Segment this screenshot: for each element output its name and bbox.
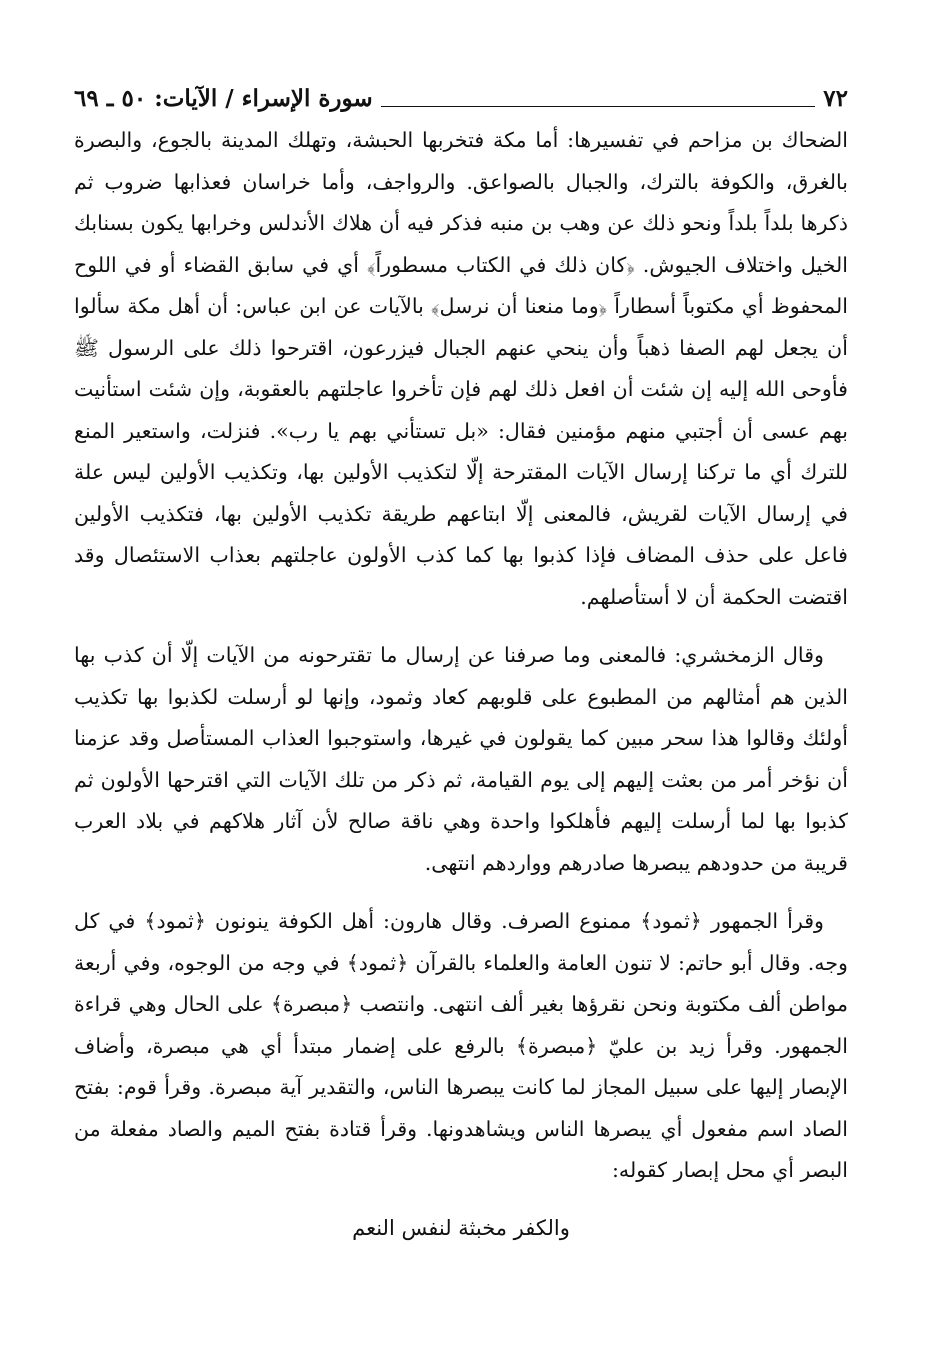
surah-title: سورة الإسراء / الآيات: ٥٠ ـ ٦٩ (74, 85, 373, 112)
header-rule (381, 106, 816, 107)
paragraph-2: وقال الزمخشري: فالمعنى وما صرفنا عن إرسال ما تقترحونه من الآيات إلّا أن كذب بها الذين هم أمثالهم من المطبوع على قلوبهم كعاد وثمود، وإنها لو أرسلت لكذبوا بها تكذيب أولئك وقالوا هذا سحر مبين كما يقولون في غيرها، واستوجبوا العذاب المستأصل وقد عزمنا أن نؤخر أمر من بعثت إليهم إلى يوم القيامة، ثم ذكر من تلك الآيات التي اقترحها الأولون ثم كذبوا بها لما أرسلت إليهم فأهلكوا واحدة وهي ناقة صالح لأن آثار هلاكهم في بلاد العرب قريبة من حدودهم يبصرها صادرهم وواردهم انتهى. (74, 643, 848, 875)
poetry-verse: والكفر مخبثة لنفس النعم (352, 1215, 570, 1240)
book-page (74, 78, 848, 1278)
running-head (74, 78, 848, 114)
paragraph-3: وقرأ الجمهور ﴿ثمود﴾ ممنوع الصرف. وقال هارون: أهل الكوفة ينونون ﴿ثمود﴾ في كل وجه. وقال أبو حاتم: لا تنون العامة والعلماء بالقرآن ﴿ثمود﴾ في وجه من الوجوه، وفي أربعة مواطن ألف مكتوبة ونحن نقرؤها بغير ألف انتهى. وانتصب ﴿مبصرة﴾ على الحال وهي قراءة الجمهور. وقرأ زيد بن عليّ ﴿مبصرة﴾ بالرفع على إضمار مبتدأ أي هي مبصرة، وأضاف الإبصار إليها على سبيل المجاز لما كانت يبصرها الناس، والتقدير آية مبصرة. وقرأ قوم: بفتح الصاد اسم مفعول أي يبصرها الناس ويشاهدونها. وقرأ قتادة بفتح الميم والصاد مفعلة من البصر أي محل إبصار كقوله: (74, 909, 848, 1182)
paragraph-1: الضحاك بن مزاحم في تفسيرها: أما مكة فتخربها الحبشة، وتهلك المدينة بالجوع، والبصرة بالغرق، والكوفة بالترك، والجبال بالصواعق. والرواجف، وأما خراسان فعذابها ضروب ثم ذكرها بلداً بلداً ونحو ذلك عن وهب بن منبه فذكر فيه أن هلاك الأندلس وخرابها يكون بسنابك الخيل واختلاف الجيوش. ﴿كان ذلك في الكتاب مسطوراً﴾ أي في سابق القضاء أو في اللوح المحفوظ أي مكتوباً أسطاراً ﴿وما منعنا أن نرسل﴾ بالآيات عن ابن عباس: أن أهل مكة سألوا أن يجعل لهم الصفا ذهباً وأن ينحي عنهم الجبال فيزرعون، اقترحوا ذلك على الرسول ﷺ فأوحى الله إليه إن شئت أن افعل ذلك لهم فإن تأخروا عاجلتهم بالعقوبة، وإن شئت استأنيت بهم عسى أن أجتبي منهم مؤمنين فقال: «بل تستأني بهم يا رب». فنزلت، واستعير المنع للترك أي ما تركنا إرسال الآيات المقترحة إلّا لتكذيب الأولين بها، وتكذيب الأولين ليس علة في إرسال الآيات لقريش، فالمعنى إلّا ابتاعهم طريقة تكذيب الأولين بها، فتكذيب الأولين فاعل على حذف المضاف فإذا كذبوا بها كما كذب الأولون عاجلتهم بعذاب الاستئصال وقد اقتضت الحكمة أن لا أستأصلهم. (74, 128, 848, 609)
page-number: ٧٢ (823, 85, 848, 112)
